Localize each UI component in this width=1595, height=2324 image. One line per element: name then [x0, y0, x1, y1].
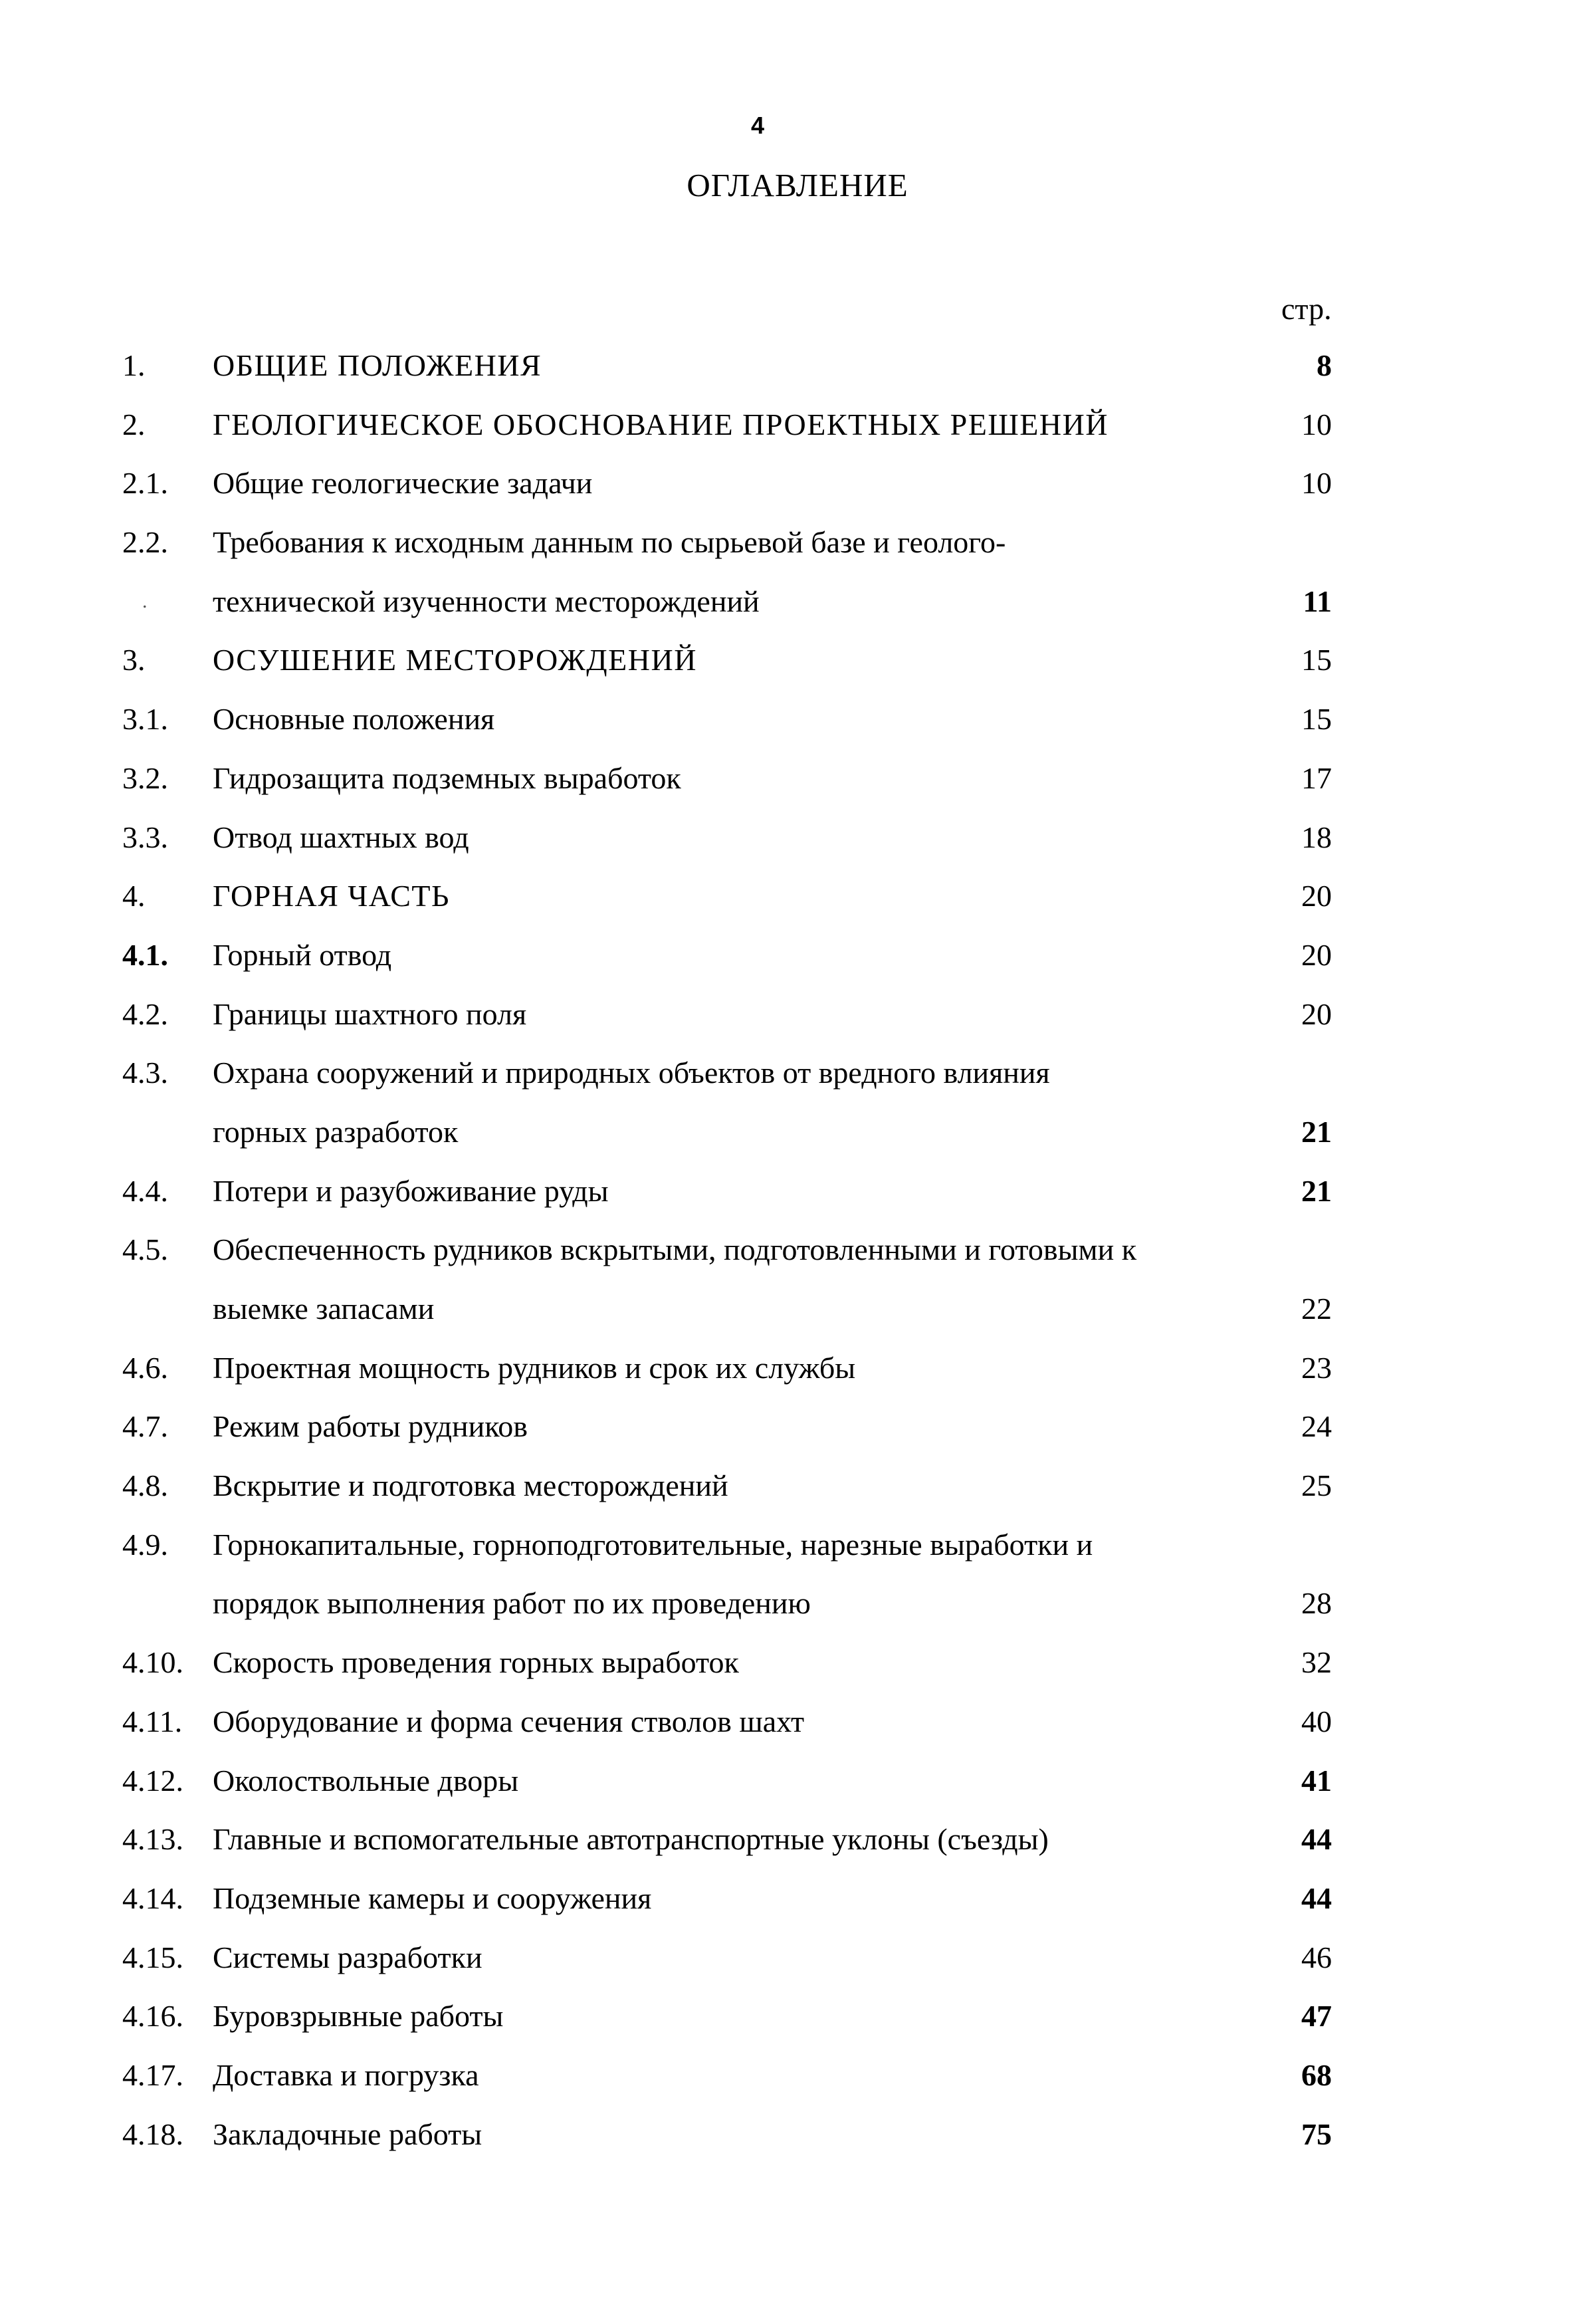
toc-entry-page: 68	[1301, 2057, 1332, 2092]
toc-entry-number: 2.1.	[122, 466, 168, 501]
toc-entry-page: 24	[1301, 1409, 1332, 1444]
toc-entry	[122, 631, 1372, 690]
toc-entry	[122, 1516, 1372, 1575]
toc-entry	[122, 808, 1372, 868]
toc-entry-title: Охрана сооружений и природных объектов от вредного влияния	[213, 1056, 1050, 1090]
toc-entry-title: Вскрытие и подготовка месторождений	[213, 1468, 728, 1503]
toc-entry-number: 3.2.	[122, 760, 168, 795]
toc-entry-title: Подземные камеры и сооружения	[213, 1881, 652, 1915]
toc-entry-continuation	[122, 1574, 1372, 1633]
toc-entry-number: 4.12.	[122, 1763, 183, 1798]
toc-entry-title: Горнокапитальные, горноподготовительные, нарезные выработки и	[213, 1527, 1093, 1562]
toc-entry	[122, 1339, 1372, 1398]
table-of-contents	[122, 336, 1372, 2164]
toc-entry-title: Гидрозащита подземных выработок	[213, 760, 681, 795]
toc-entry	[122, 1752, 1372, 1811]
toc-entry-number: 1.	[122, 348, 146, 382]
toc-entry-page: 46	[1301, 1940, 1332, 1974]
toc-entry-page: 20	[1301, 996, 1332, 1031]
toc-entry-number: 4.	[122, 879, 146, 913]
toc-entry-title: Отвод шахтных вод	[213, 820, 469, 854]
toc-entry-page: 41	[1301, 1763, 1332, 1798]
toc-entry-page: 10	[1301, 407, 1332, 441]
toc-entry-title: Доставка и погрузка	[213, 2057, 479, 2092]
toc-entry-page: 20	[1301, 937, 1332, 972]
toc-entry	[122, 985, 1372, 1044]
toc-entry	[122, 2105, 1372, 2164]
toc-entry-title: Режим работы рудников	[213, 1409, 528, 1444]
toc-entry-page: 17	[1301, 760, 1332, 795]
page-number: 4	[750, 112, 765, 139]
toc-entry-title: Горный отвод	[213, 937, 392, 972]
toc-entry	[122, 1692, 1372, 1752]
toc-entry-page: 20	[1301, 879, 1332, 913]
toc-entry-page: 21	[1301, 1114, 1332, 1149]
toc-entry-page: 44	[1301, 1881, 1332, 1915]
toc-entry-number: 4.13.	[122, 1822, 183, 1857]
toc-entry-title: Главные и вспомогательные автотранспортные уклоны (съезды)	[213, 1822, 1049, 1857]
toc-entry-title: технической изученности месторождений	[213, 584, 760, 618]
toc-entry-title: выемке запасами	[213, 1292, 435, 1326]
scan-speck: .	[142, 590, 148, 612]
toc-entry-number: 4.10.	[122, 1645, 183, 1680]
toc-entry-page: 15	[1301, 702, 1332, 737]
toc-entry-number: 4.18.	[122, 2117, 183, 2151]
toc-entry-title: Оборудование и форма сечения стволов шахт	[213, 1704, 805, 1738]
toc-entry-number: 3.3.	[122, 820, 168, 854]
toc-entry	[122, 336, 1372, 396]
toc-entry-page: 32	[1301, 1645, 1332, 1680]
toc-entry-title: Потери и разубоживание руды	[213, 1173, 609, 1208]
toc-entry-title: порядок выполнения работ по их проведению	[213, 1586, 811, 1621]
toc-entry-page: 23	[1301, 1350, 1332, 1385]
toc-entry-title: Основные положения	[213, 702, 495, 737]
toc-entry	[122, 749, 1372, 808]
toc-entry	[122, 1633, 1372, 1692]
toc-entry	[122, 1162, 1372, 1221]
toc-entry-title: Буровзрывные работы	[213, 1999, 504, 2034]
page-title: ОГЛАВЛЕНИЕ	[687, 167, 908, 203]
toc-entry	[122, 454, 1372, 513]
toc-entry-number: 4.1.	[122, 937, 168, 972]
toc-entry	[122, 1044, 1372, 1103]
toc-entry-continuation	[122, 1103, 1372, 1162]
toc-entry-title: Требования к исходным данным по сырьевой базе и геолого-	[213, 525, 1006, 560]
toc-entry-number: 4.15.	[122, 1940, 183, 1974]
toc-entry-page: 47	[1301, 1999, 1332, 2034]
toc-entry	[122, 513, 1372, 572]
toc-entry	[122, 1810, 1372, 1869]
toc-entry-number: 4.11.	[122, 1704, 183, 1738]
toc-entry-number: 4.8.	[122, 1468, 168, 1503]
toc-entry-number: 4.5.	[122, 1232, 168, 1267]
toc-entry-number: 4.3.	[122, 1056, 168, 1090]
toc-entry-continuation	[122, 572, 1372, 632]
toc-entry-page: 28	[1301, 1586, 1332, 1621]
toc-entry-continuation	[122, 1280, 1372, 1339]
toc-entry-title: Общие геологические задачи	[213, 466, 593, 501]
toc-entry-page: 21	[1301, 1173, 1332, 1208]
toc-entry-page: 25	[1301, 1468, 1332, 1503]
toc-entry	[122, 1220, 1372, 1280]
toc-entry-number: 4.6.	[122, 1350, 168, 1385]
toc-entry-title: ОСУШЕНИЕ МЕСТОРОЖДЕНИЙ	[213, 643, 697, 677]
toc-entry-number: 4.9.	[122, 1527, 168, 1562]
toc-entry-number: 3.	[122, 643, 146, 677]
toc-entry	[122, 1456, 1372, 1516]
toc-entry-title: Обеспеченность рудников вскрытыми, подготовленными и готовыми к	[213, 1232, 1137, 1267]
toc-entry	[122, 1928, 1372, 1988]
toc-entry	[122, 1987, 1372, 2046]
toc-entry-page: 8	[1317, 348, 1332, 382]
toc-entry-title: Проектная мощность рудников и срок их службы	[213, 1350, 856, 1385]
toc-entry-number: 4.4.	[122, 1173, 168, 1208]
toc-entry-number: 4.17.	[122, 2057, 183, 2092]
toc-entry-title: Закладочные работы	[213, 2117, 482, 2151]
toc-entry-page: 44	[1301, 1822, 1332, 1857]
toc-entry	[122, 690, 1372, 749]
toc-entry	[122, 1869, 1372, 1928]
toc-entry-number: 4.2.	[122, 996, 168, 1031]
toc-entry-number: 2.2.	[122, 525, 168, 560]
toc-entry-page: 10	[1301, 466, 1332, 501]
toc-entry-title: Системы разработки	[213, 1940, 482, 1974]
toc-entry	[122, 1397, 1372, 1456]
toc-entry	[122, 396, 1372, 455]
toc-entry-page: 15	[1301, 643, 1332, 677]
toc-entry-title: ГОРНАЯ ЧАСТЬ	[213, 879, 450, 913]
toc-entry-page: 22	[1301, 1292, 1332, 1326]
toc-entry-title: горных разработок	[213, 1114, 459, 1149]
toc-entry-number: 4.16.	[122, 1999, 183, 2034]
toc-entry-page: 11	[1303, 584, 1332, 618]
toc-entry-number: 3.1.	[122, 702, 168, 737]
toc-entry-page: 40	[1301, 1704, 1332, 1738]
toc-entry-title: ОБЩИЕ ПОЛОЖЕНИЯ	[213, 348, 542, 382]
toc-entry-title: Границы шахтного поля	[213, 996, 527, 1031]
toc-entry-title: ГЕОЛОГИЧЕСКОЕ ОБОСНОВАНИЕ ПРОЕКТНЫХ РЕШЕНИЙ	[213, 407, 1109, 441]
page-column-header: стр.	[1281, 292, 1332, 326]
toc-entry-number: 4.14.	[122, 1881, 183, 1915]
toc-entry-page: 18	[1301, 820, 1332, 854]
toc-entry-page: 75	[1301, 2117, 1332, 2151]
toc-entry	[122, 2046, 1372, 2105]
toc-entry-number: 4.7.	[122, 1409, 168, 1444]
toc-entry	[122, 926, 1372, 985]
toc-entry-number: 2.	[122, 407, 146, 441]
toc-entry-title: Околоствольные дворы	[213, 1763, 519, 1798]
toc-entry-title: Скорость проведения горных выработок	[213, 1645, 739, 1680]
toc-entry	[122, 867, 1372, 926]
